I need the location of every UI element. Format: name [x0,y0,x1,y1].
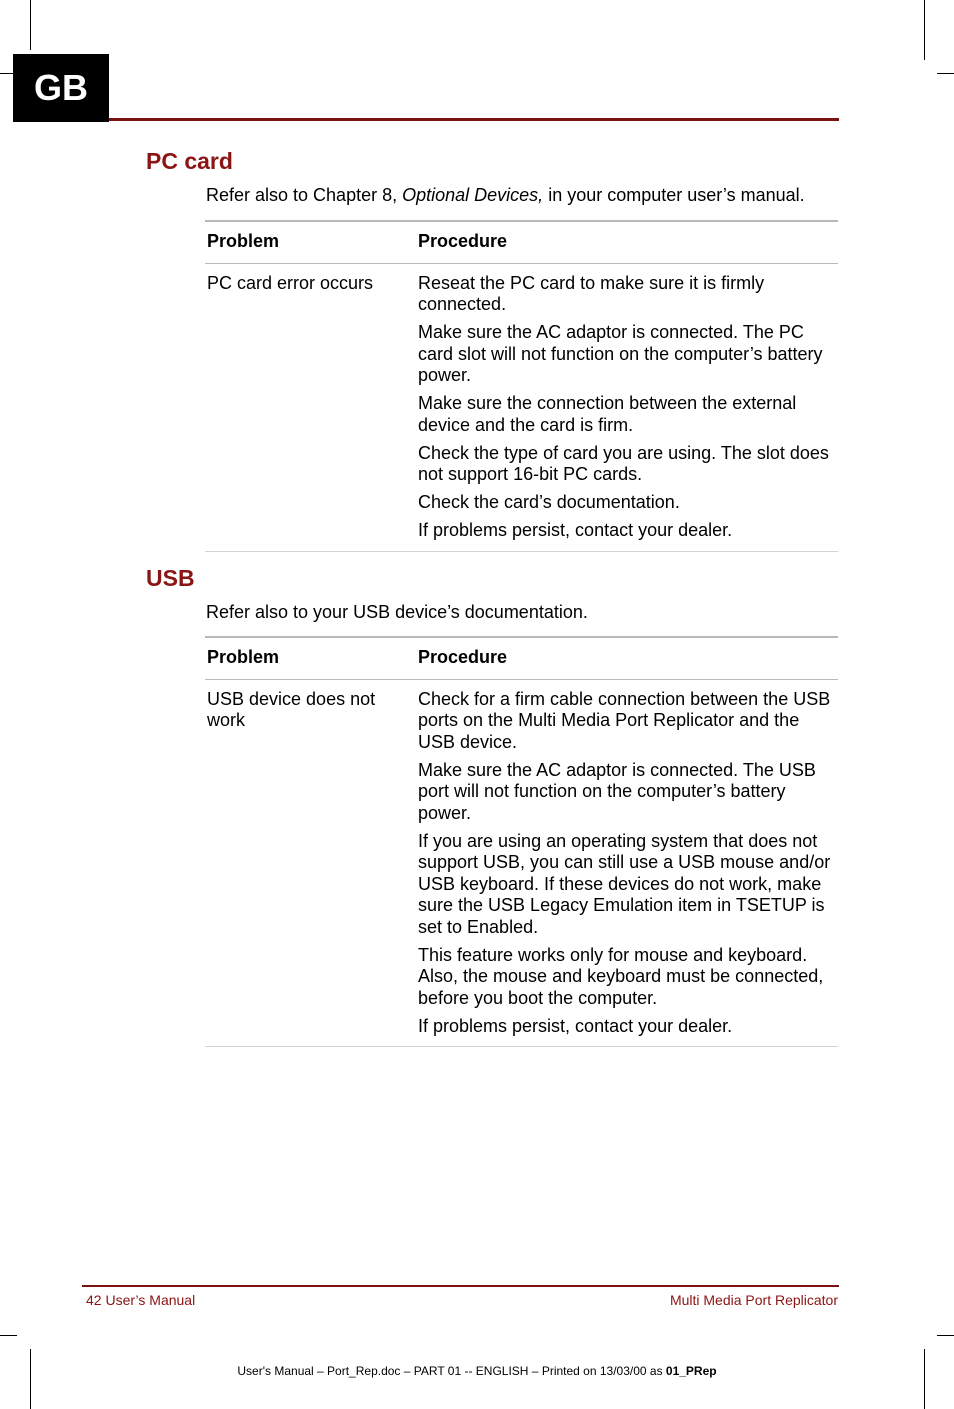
pc-card-troubleshooting-table [205,220,838,552]
section-intro-usb: Refer also to your USB device’s documentation. [206,602,588,622]
procedure-step: If you are using an operating system that does not support USB, you can still use a USB mouse and/or USB keyboard. If these devices do not work, make sure the USB Legacy Emulation item in TSETUP is set to Enabled. [418,830,831,937]
column-header-procedure: Procedure [416,221,838,263]
table-row [205,679,838,1047]
section-title-usb: USB [146,565,195,591]
table-row [205,263,838,551]
crop-mark [924,1349,925,1409]
section-intro-pc-card [206,184,805,206]
table-header-row [205,637,838,679]
footer-document-title: Multi Media Port Replicator [669,1292,838,1308]
procedure-step: Make sure the AC adaptor is connected. The USB port will not function on the computer’s battery power. [418,759,816,823]
procedure-step: Make sure the connection between the external device and the card is firm. [418,393,797,435]
section-title-pc-card: PC card [146,148,233,174]
crop-mark [30,0,31,50]
procedure-step: Check for a firm cable connection between the USB ports on the Multi Media Port Replicator and the USB device. [418,688,831,752]
crop-mark [30,1349,31,1409]
procedure-step: Make sure the AC adaptor is connected. The PC card slot will not function on the computer’s battery power. [418,322,823,385]
print-info-text: User's Manual – Port_Rep.doc – PART 01 -- ENGLISH – Printed on 13/03/00 as [237,1364,666,1378]
column-header-problem: Problem [205,221,416,263]
procedure-step: If problems persist, contact your dealer. [418,1015,733,1036]
print-info-line [0,1364,954,1378]
crop-mark [924,0,925,60]
procedure-step: Check the type of card you are using. The slot does not support 16-bit PC cards. [418,442,829,484]
footer-page-number: 42 User’s Manual [86,1292,196,1308]
procedure-step: Check the card’s documentation. [418,492,680,512]
crop-mark [937,73,954,74]
crop-mark [0,1335,17,1336]
header-rule [109,118,839,121]
procedure-step: Reseat the PC card to make sure it is firmly connected. [418,272,765,314]
usb-troubleshooting-table [205,636,838,1047]
table-header-row [205,221,838,263]
procedure-cell [416,679,838,1047]
procedure-step: If problems persist, contact your dealer. [418,520,733,540]
problem-cell: PC card error occurs [205,263,416,551]
crop-mark [937,1335,954,1336]
intro-text: in your computer user’s manual. [543,185,805,205]
footer-rule [82,1285,839,1287]
procedure-step: This feature works only for mouse and keyboard. Also, the mouse and keyboard must be connected, before you boot the computer. [418,944,824,1008]
column-header-problem: Problem [205,637,416,679]
intro-text: Refer also to Chapter 8, [206,185,403,205]
chapter-reference: Optional Devices, [402,185,544,205]
print-info-code: 01_PRep [665,1364,717,1378]
language-tab: GB [13,54,109,122]
column-header-procedure: Procedure [416,637,838,679]
problem-cell: USB device does not work [205,679,416,1047]
procedure-cell [416,263,838,551]
